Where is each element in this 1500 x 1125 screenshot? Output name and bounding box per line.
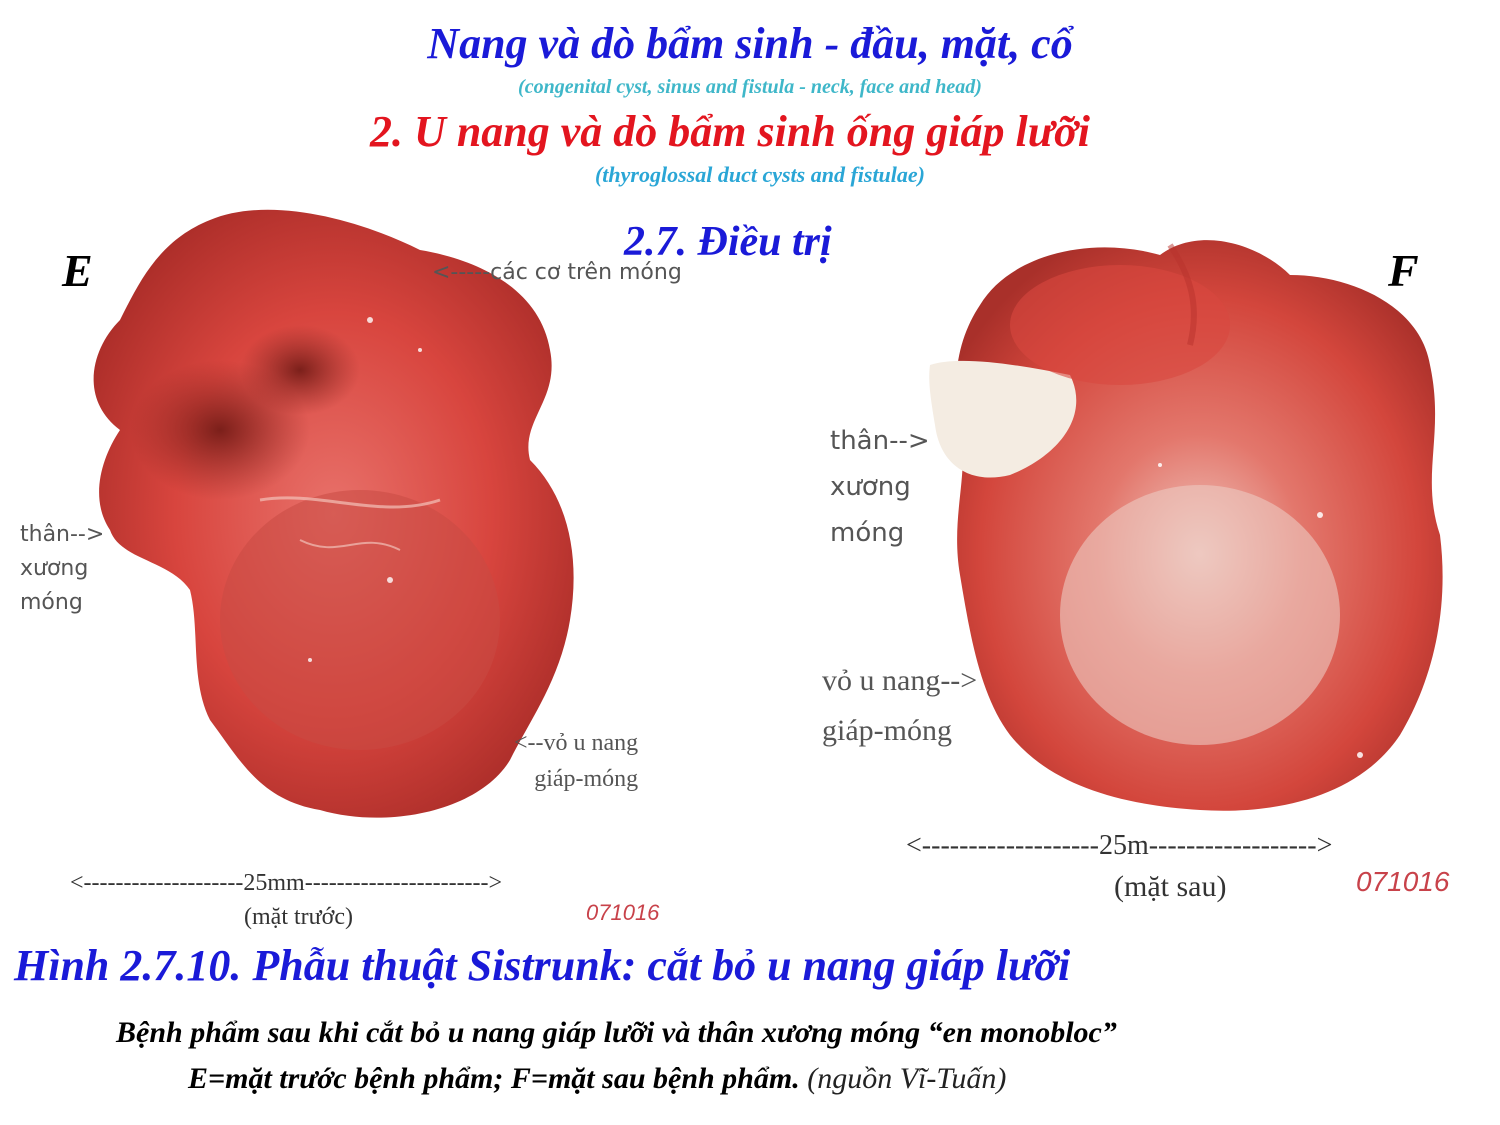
panel-f-specimen-code: 071016 [1356, 866, 1450, 897]
panel-e-label-cyst-line2: giáp-móng [534, 766, 639, 792]
figure-description-legend: E=mặt trước bệnh phẩm; F=mặt sau bệnh phẩm. [188, 1062, 800, 1095]
figure-description-line2 [188, 1062, 1006, 1096]
panel-f-label-cyst-line2: giáp-móng [822, 714, 952, 747]
panel-f-letter: F [1388, 245, 1419, 296]
panel-f-label-hyoid [830, 418, 930, 556]
section-heading: 2.7. Điều trị [624, 219, 832, 265]
slide-title-english: (congenital cyst, sinus and fistula - neck, face and head) [518, 76, 982, 98]
panel-e-label-hyoid [20, 518, 104, 620]
panel-f-label-hyoid-line3: móng [830, 518, 905, 548]
figure-caption: Hình 2.7.10. Phẫu thuật Sistrunk: cắt bỏ u nang giáp lưỡi [14, 941, 1071, 990]
panel-f-label-cyst [822, 656, 977, 756]
panel-e-label-hyoid-line1: thân--> [20, 522, 105, 547]
panel-e-label-hyoid-line2: xương [20, 556, 89, 581]
panel-e-scale-bar: <--------------------25mm-----------------------> [70, 870, 503, 896]
panel-e-view-label: (mặt trước) [244, 904, 353, 930]
figure-description-line1: Bệnh phẩm sau khi cắt bỏ u nang giáp lưỡi và thân xương móng “en monobloc” [116, 1016, 1117, 1049]
slide-title: Nang và dò bẩm sinh - đầu, mặt, cổ [427, 19, 1073, 68]
slide-subtitle: 2. U nang và dò bẩm sinh ống giáp lưỡi [370, 107, 1090, 156]
panel-f-scale-bar: <-------------------25m------------------> [906, 830, 1333, 861]
panel-e-label-hyoid-line3: móng [20, 590, 83, 615]
panel-e-specimen-code: 071016 [586, 900, 660, 925]
panel-e-label-cyst [514, 725, 638, 797]
panel-e-letter: E [62, 245, 93, 296]
panel-e-label-suprahyoid: <-----các cơ trên móng [432, 260, 682, 285]
specimen-f-image [900, 215, 1460, 825]
panel-f-label-cyst-line1: vỏ u nang--> [822, 664, 978, 697]
panel-e-label-cyst-line1: <--vỏ u nang [514, 730, 639, 756]
figure-source: (nguồn Vĩ-Tuấn) [807, 1062, 1007, 1095]
panel-f-label-hyoid-line1: thân--> [830, 426, 930, 456]
slide-subtitle-english: (thyroglossal duct cysts and fistulae) [594, 162, 925, 187]
panel-f-view-label: (mặt sau) [1114, 870, 1227, 903]
panel-f-label-hyoid-line2: xương [830, 472, 911, 502]
